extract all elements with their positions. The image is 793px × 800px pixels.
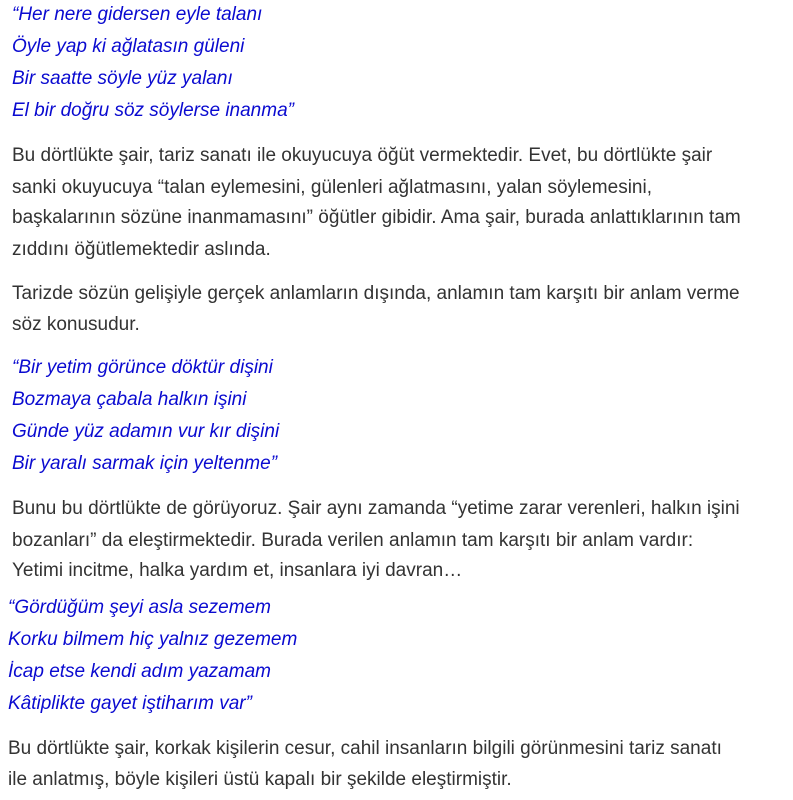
poem-line: İcap etse kendi adım yazamam [8, 661, 271, 682]
poem-line: El bir doğru söz söylerse inanma” [12, 100, 294, 121]
paragraph-line: Bu dörtlükte şair, korkak kişilerin cesur, cahil insanların bilgili görünmesini tariz sanatı [8, 738, 722, 759]
paragraph-line: Yetimi incitme, halka yardım et, insanlara iyi davran… [12, 560, 463, 581]
paragraph-line: Bu dörtlükte şair, tariz sanatı ile okuyucuya öğüt vermektedir. Evet, bu dörtlükte şair [12, 145, 713, 166]
poem-line: “Her nere gidersen eyle talanı [12, 4, 263, 25]
paragraph-line: zıddını öğütlemektedir aslında. [12, 239, 271, 260]
paragraph-line: Tarizde sözün gelişiyle gerçek anlamların dışında, anlamın tam karşıtı bir anlam verme [12, 283, 740, 304]
paragraph-line: başkalarının sözüne inanmamasını” öğütler gibidir. Ama şair, burada anlattıklarının tam [12, 207, 741, 228]
poem-line: Bir saatte söyle yüz yalanı [12, 68, 233, 89]
paragraph-line: ile anlatmış, böyle kişileri üstü kapalı bir şekilde eleştirmiştir. [8, 769, 512, 790]
paragraph-line: bozanları” da eleştirmektedir. Burada verilen anlamın tam karşıtı bir anlam vardır: [12, 530, 694, 551]
poem-line: “Gördüğüm şeyi asla sezemem [8, 597, 271, 618]
paragraph-line: sanki okuyucuya “talan eylemesini, gülenleri ağlatmasını, yalan söylemesini, [12, 177, 652, 198]
poem-line: Korku bilmem hiç yalnız gezemem [8, 629, 298, 650]
poem-line: Öyle yap ki ağlatasın güleni [12, 36, 245, 57]
poem-line: Günde yüz adamın vur kır dişini [12, 421, 280, 442]
paragraph-line: söz konusudur. [12, 314, 140, 335]
poem-line: Bozmaya çabala halkın işini [12, 389, 247, 410]
poem-line: “Bir yetim görünce döktür dişini [12, 357, 273, 378]
poem-line: Kâtiplikte gayet iştiharım var” [8, 693, 252, 714]
paragraph-line: Bunu bu dörtlükte de görüyoruz. Şair aynı zamanda “yetime zarar verenleri, halkın işini [12, 498, 740, 519]
poem-line: Bir yaralı sarmak için yeltenme” [12, 453, 278, 474]
